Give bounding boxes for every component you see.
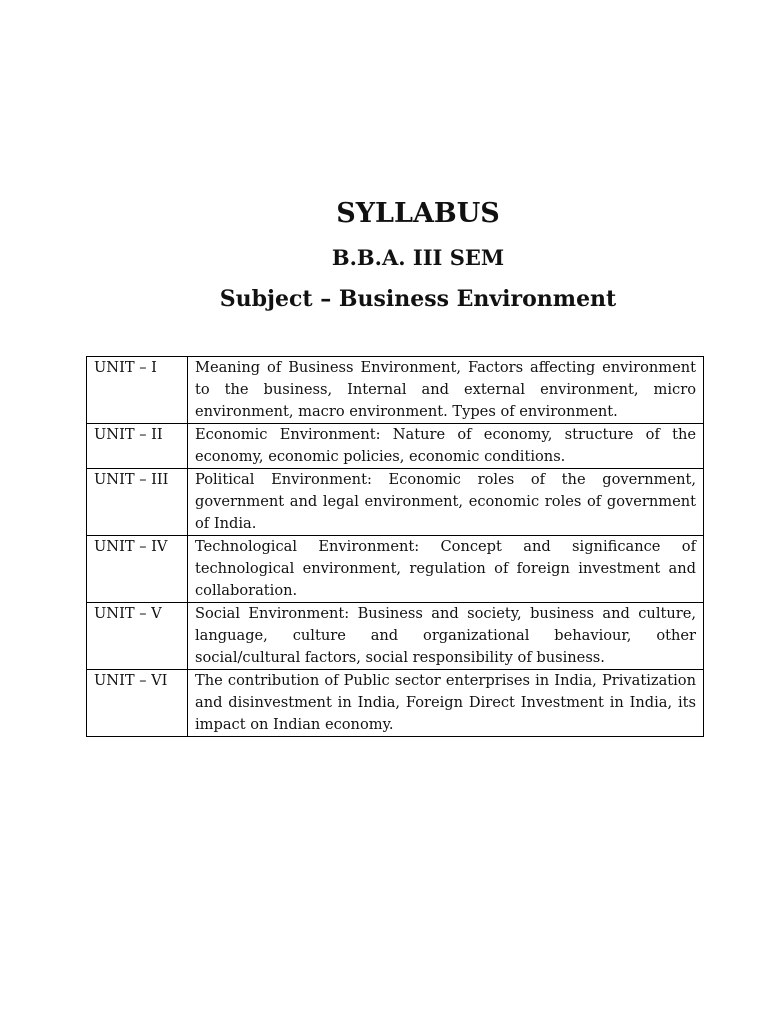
unit-label: UNIT – II: [87, 424, 188, 469]
unit-label: UNIT – III: [87, 469, 188, 536]
program-heading: B.B.A. III SEM: [331, 245, 505, 270]
unit-label: UNIT – VI: [87, 670, 188, 737]
unit-label: UNIT – IV: [87, 536, 188, 603]
unit-label: UNIT – I: [87, 357, 188, 424]
table-row: [87, 603, 704, 670]
unit-content: Social Environment: Business and society, business and culture, language, culture and organizational behaviour, other social/cultural factors, social responsibility of business.: [188, 603, 704, 670]
table-row: [87, 469, 704, 536]
unit-content: Economic Environment: Nature of economy, structure of the economy, economic policies, economic conditions.: [188, 424, 704, 469]
unit-content: Meaning of Business Environment, Factors affecting environment to the business, Internal and external environment, micro environment, macro environment. Types of environment.: [188, 357, 704, 424]
table-row: [87, 357, 704, 424]
unit-content: Political Environment: Economic roles of the government, government and legal environment, economic roles of government of India.: [188, 469, 704, 536]
title-block: [0, 196, 768, 314]
unit-content: The contribution of Public sector enterprises in India, Privatization and disinvestment in India, Foreign Direct Investment in India, its impact on Indian economy.: [188, 670, 704, 737]
table-row: [87, 670, 704, 737]
subject-heading: Subject – Business Environment: [219, 286, 617, 312]
unit-label: UNIT – V: [87, 603, 188, 670]
unit-content: Technological Environment: Concept and significance of technological environment, regulation of foreign investment and collaboration.: [188, 536, 704, 603]
table-row: [87, 424, 704, 469]
table-row: [87, 536, 704, 603]
syllabus-table: [86, 356, 704, 737]
document-title: SYLLABUS: [336, 198, 500, 229]
